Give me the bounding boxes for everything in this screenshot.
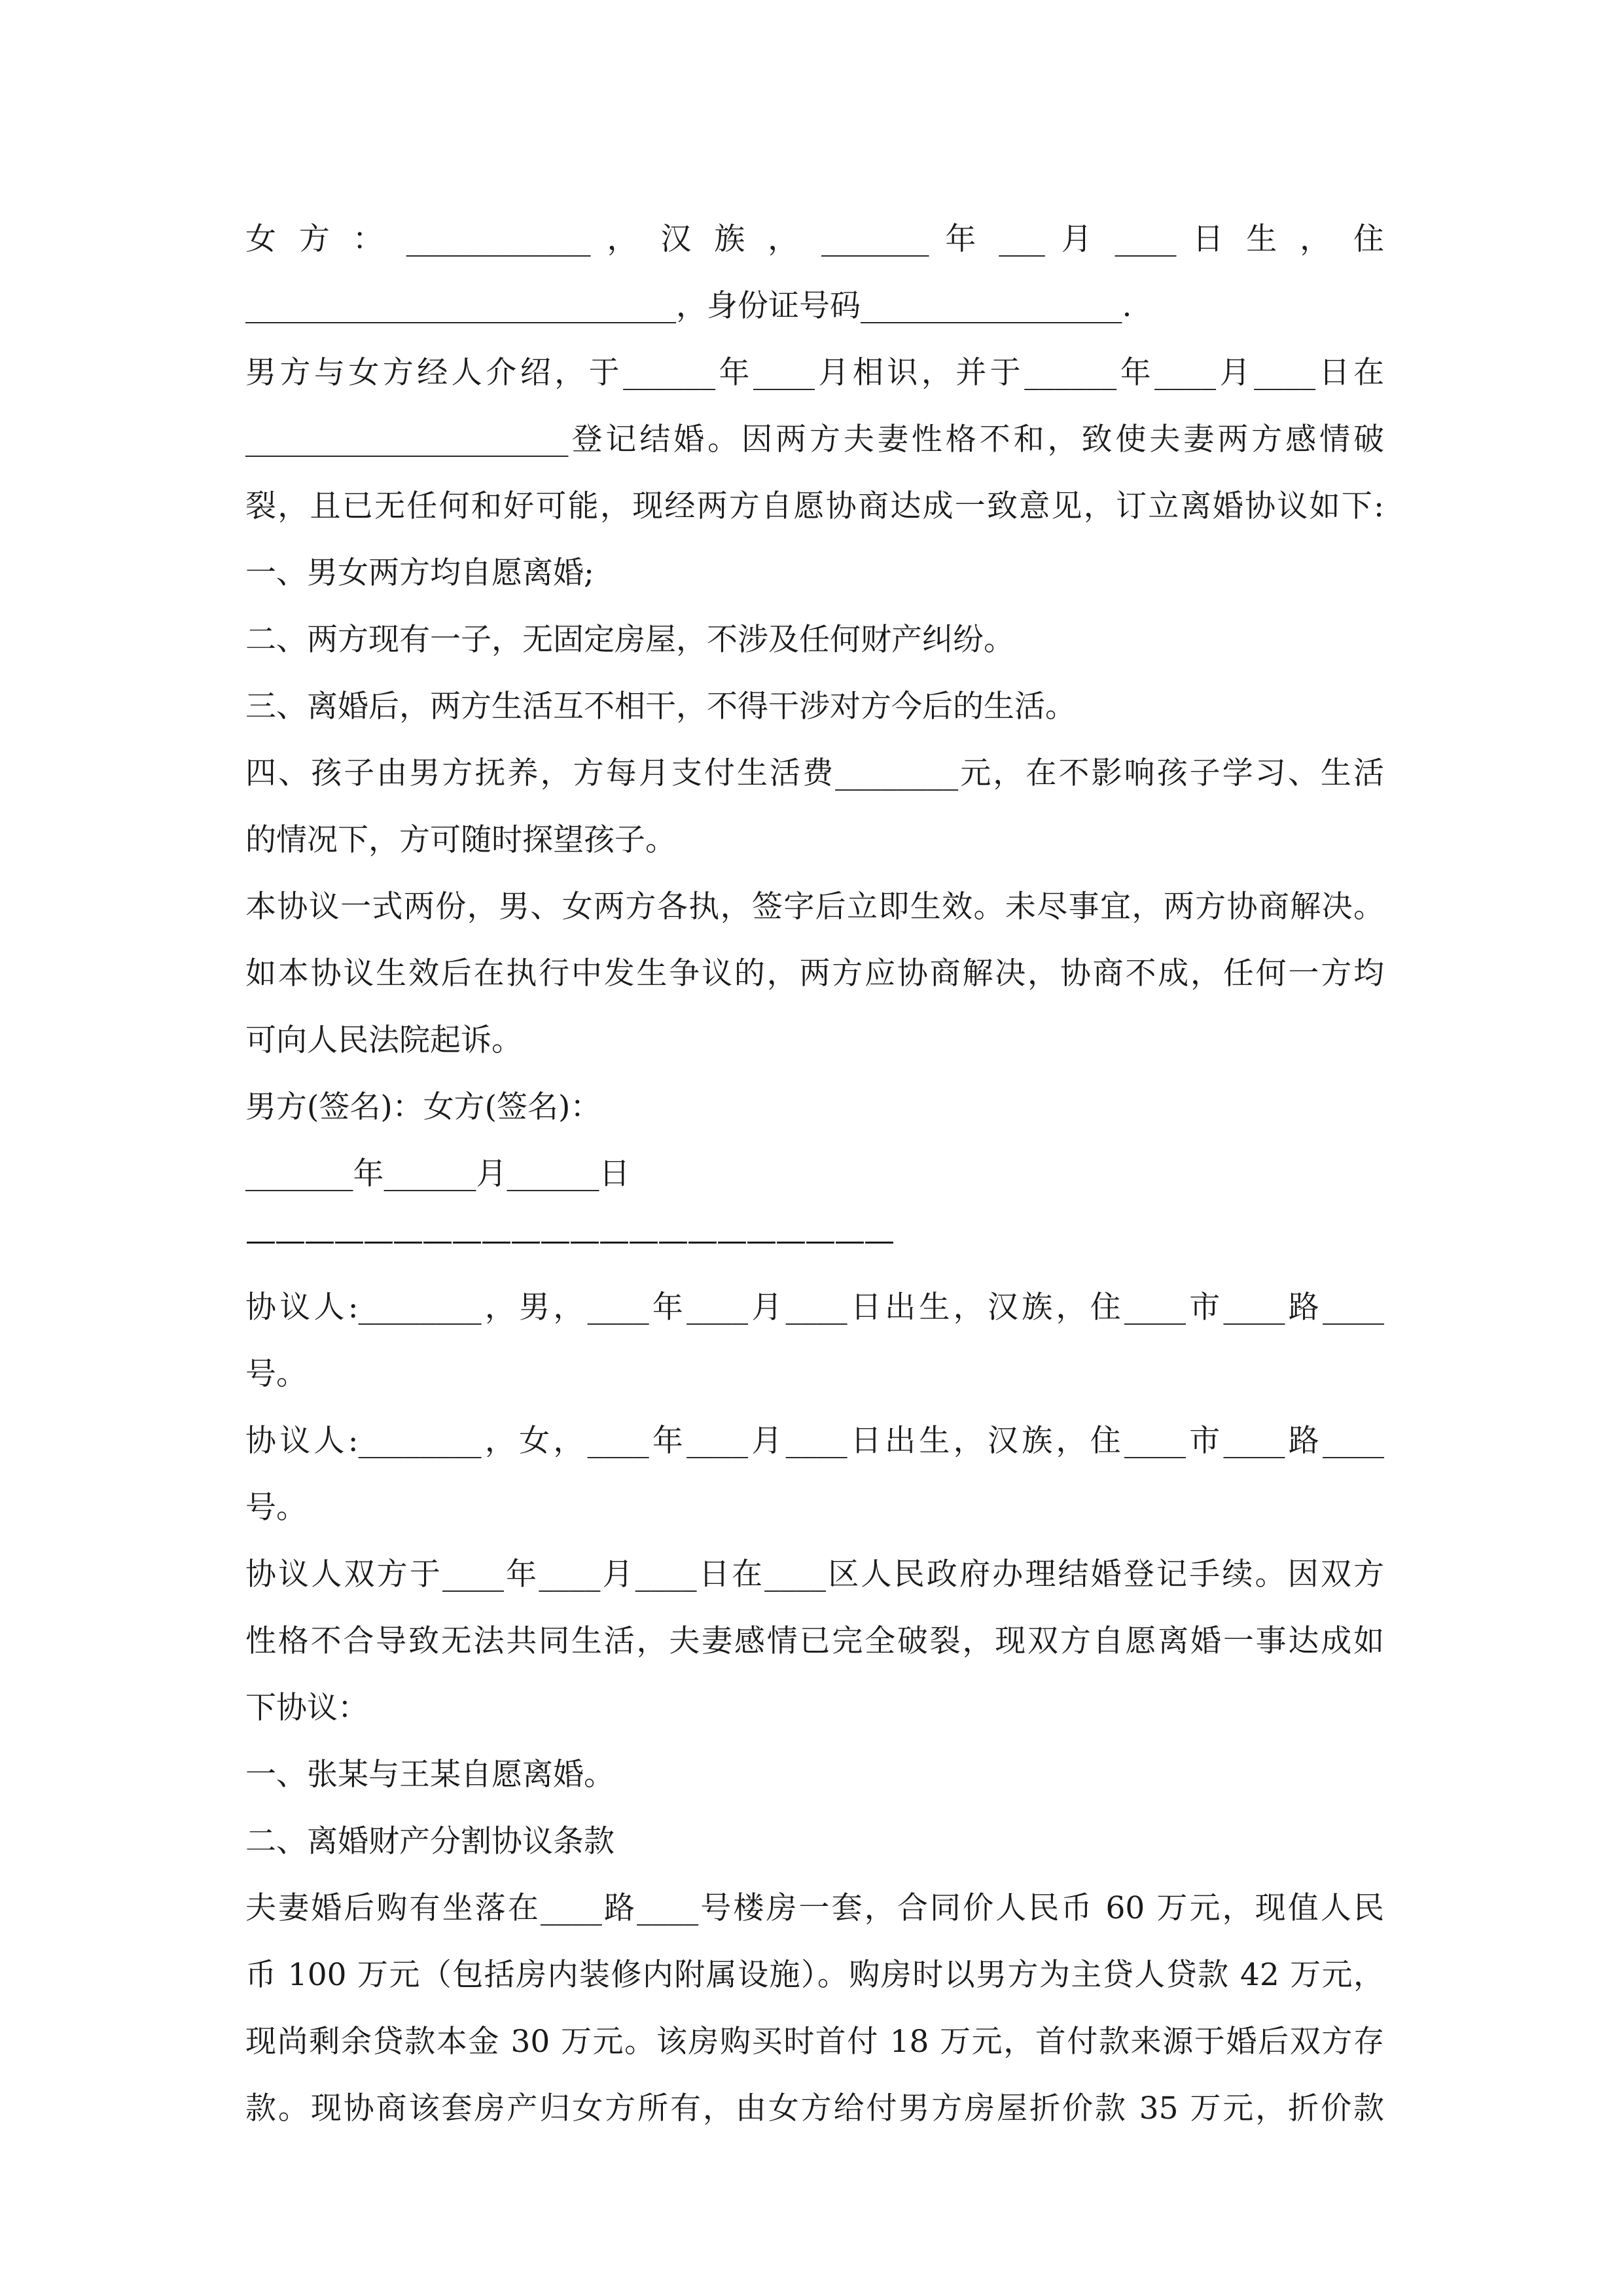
marriage-registration-line-1: 协议人双方于____年____月____日在____区人民政府办理结婚登记手续。因双方 [245, 1556, 1384, 1592]
agreement-clause-2: 二、离婚财产分割协议条款 [245, 1823, 615, 1859]
wife-id-line: ____________________________，身份证号码_________________. [245, 288, 1132, 324]
validity-line-2: 如本协议生效后在执行中发生争议的，两方应协商解决，协商不成，任何一方均 [245, 956, 1384, 992]
validity-line-1: 本协议一式两份，男、女两方各执，签字后立即生效。未尽事宜，两方协商解决。 [245, 889, 1384, 925]
intro-line-1: 男方与女方经人介绍，于______年____月相识，并于______年____月____日在 [245, 355, 1384, 391]
validity-line-3: 可向人民法院起诉。 [245, 1022, 522, 1058]
party-male-line-2: 号。 [245, 1356, 307, 1392]
marriage-registration-line-3: 下协议： [245, 1690, 368, 1726]
property-line-3: 现尚剩余贷款本金 30 万元。该房购买时首付 18 万元，首付款来源于婚后双方存 [245, 2024, 1384, 2060]
property-line-1: 夫妻婚后购有坐落在____路____号楼房一套，合同价人民币 60 万元，现值人民 [245, 1890, 1384, 1926]
document-body [245, 206, 1384, 2142]
marriage-registration-line-2: 性格不合导致无法共同生活，夫妻感情已完全破裂，现双方自愿离婚一事达成如 [245, 1623, 1384, 1659]
clause-3: 三、离婚后，两方生活互不相干，不得干涉对方今后的生活。 [245, 689, 1076, 725]
property-line-4: 款。现协商该套房产归女方所有，由女方给付男方房屋折价款 35 万元，折价款 [245, 2090, 1384, 2126]
signature-line: 男方(签名)：女方(签名)： [245, 1089, 601, 1125]
clause-4-line-2: 的情况下，方可随时探望孩子。 [245, 822, 676, 858]
clause-2: 二、两方现有一子，无固定房屋，不涉及任何财产纠纷。 [245, 622, 1014, 658]
date-line: _______年______月______日 [245, 1156, 630, 1192]
intro-line-2: _____________________登记结婚。因两方夫妻性格不和，致使夫妻两方感情破 [245, 422, 1384, 457]
section-divider: —————————————————————— [245, 1223, 893, 1259]
wife-info-line: 女 方 ： ____________ ， 汉 族 ， _______ 年 ___ 月 ____ 日 生 ， 住 [245, 221, 1384, 257]
clause-1: 一、男女两方均自愿离婚; [245, 555, 594, 591]
property-line-2: 币 100 万元（包括房内装修内附属设施）。购房时以男方为主贷人贷款 42 万元， [245, 1957, 1384, 1993]
party-female-line-2: 号。 [245, 1490, 307, 1526]
party-female-line-1: 协议人:________，女，____年____月____日出生，汉族，住____市____路____ [245, 1423, 1384, 1459]
clause-4-line-1: 四、孩子由男方抚养，方每月支付生活费________元，在不影响孩子学习、生活 [245, 755, 1384, 791]
intro-line-3: 裂，且已无任何和好可能，现经两方自愿协商达成一致意见，订立离婚协议如下: [245, 488, 1384, 524]
agreement-clause-1: 一、张某与王某自愿离婚。 [245, 1757, 615, 1793]
party-male-line-1: 协议人:________，男，____年____月____日出生，汉族，住____市____路____ [245, 1289, 1384, 1325]
